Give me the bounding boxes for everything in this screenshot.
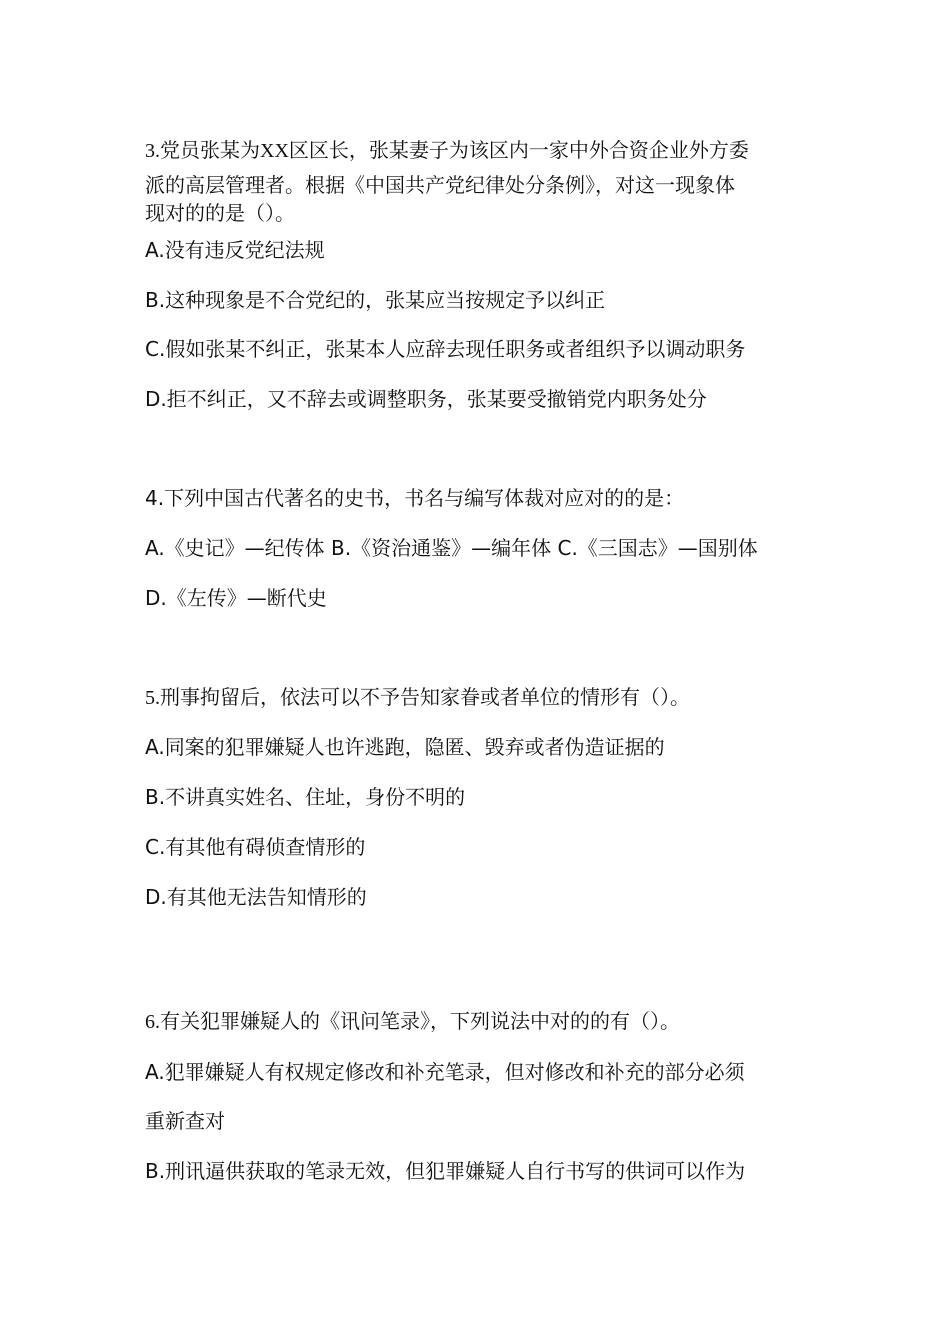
question-3-stem-line-3: 现对的的是（）。	[145, 203, 295, 225]
question-5-option-c: C.有其他有碍侦查情形的	[145, 835, 366, 859]
question-4-option-d: D.《左传》—断代史	[145, 586, 327, 610]
question-3-option-c: C.假如张某不纠正，张某本人应辞去现任职务或者组织予以调动职务	[145, 337, 746, 361]
question-3-stem-line-1: 3.党员张某为XX区区长，张某妻子为该区内一家中外合资企业外方委	[145, 140, 749, 162]
question-5-option-d: D.有其他无法告知情形的	[145, 885, 367, 909]
question-3-stem-line-2: 派的高层管理者。根据《中国共产党纪律处分条例》，对这一现象体	[145, 175, 735, 197]
question-6-option-b: B.刑讯逼供获取的笔录无效，但犯罪嫌疑人自行书写的供词可以作为	[145, 1159, 746, 1183]
question-4-stem: 4.下列中国古代著名的史书，书名与编写体裁对应对的的是：	[145, 486, 685, 510]
question-5-stem: 5.刑事拘留后，依法可以不予告知家眷或者单位的情形有（）。	[145, 687, 690, 709]
question-6-stem: 6.有关犯罪嫌疑人的《讯问笔录》，下列说法中对的的有（）。	[145, 1011, 680, 1033]
question-3-option-a: A.没有违反党纪法规	[145, 238, 325, 262]
question-4-options-abc: A.《史记》—纪传体 B.《资治通鉴》—编年体 C.《三国志》—国别体	[145, 536, 758, 560]
question-3-option-b: B.这种现象是不合党纪的，张某应当按规定予以纠正	[145, 288, 606, 312]
question-3-option-d: D.拒不纠正，又不辞去或调整职务，张某要受撤销党内职务处分	[145, 387, 707, 411]
question-6-option-a-line-2: 重新查对	[145, 1109, 225, 1133]
question-5-option-a: A.同案的犯罪嫌疑人也许逃跑，隐匿、毁弃或者伪造证据的	[145, 735, 665, 759]
question-6-option-a-line-1: A.犯罪嫌疑人有权规定修改和补充笔录，但对修改和补充的部分必须	[145, 1060, 745, 1084]
question-5-option-b: B.不讲真实姓名、住址，身份不明的	[145, 785, 466, 809]
